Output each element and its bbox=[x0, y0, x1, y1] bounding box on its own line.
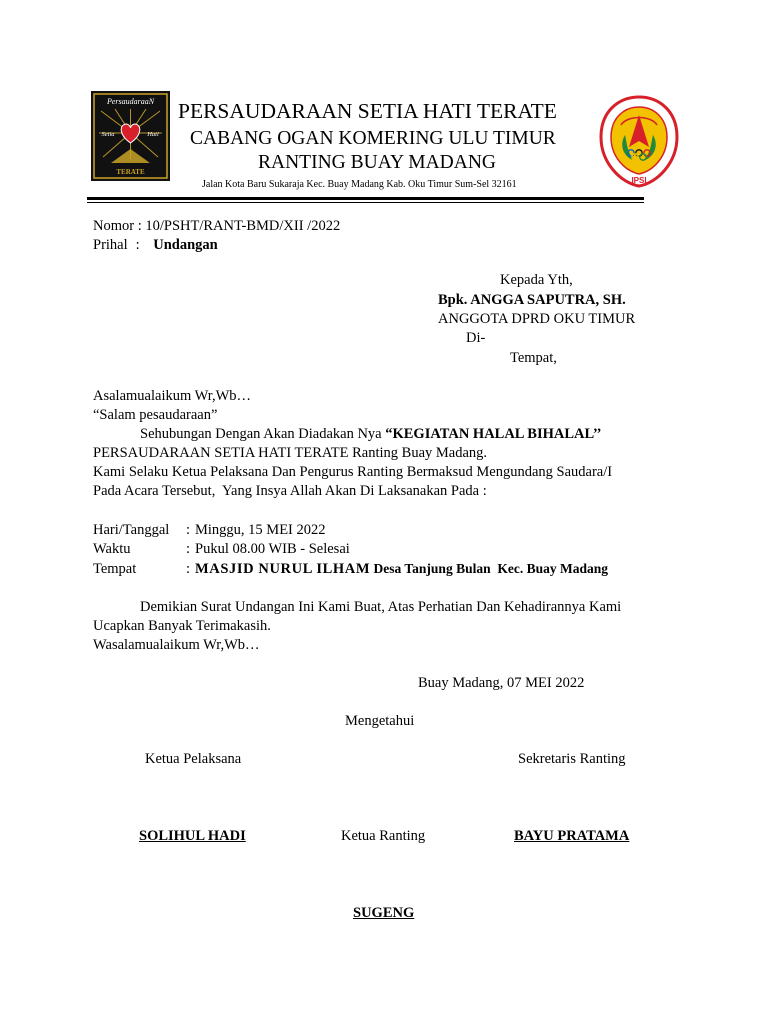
place-value-venue: MASJID NURUL ILHAM bbox=[195, 561, 371, 577]
closing-line-2: Ucapkan Banyak Terimakasih. bbox=[93, 618, 271, 634]
closing-salam: Wasalamualaikum Wr,Wb… bbox=[93, 637, 260, 653]
event-name: “KEGIATAN HALAL BIHALAL’’ bbox=[385, 426, 602, 442]
recipient-place: Tempat, bbox=[510, 350, 557, 366]
place-value bbox=[195, 560, 608, 578]
prihal-colon: : bbox=[135, 237, 140, 253]
closing-line-1: Demikian Surat Undangan Ini Kami Buat, Atas Perhatian Dan Kehadirannya Kami bbox=[140, 599, 622, 615]
paragraph-1-line-1-text: Sehubungan Dengan Akan Diadakan Nya bbox=[140, 426, 386, 442]
center-signer-title: Ketua Ranting bbox=[341, 828, 426, 844]
place-colon: : bbox=[186, 561, 191, 577]
left-logo-text-top: PersaudaraaN bbox=[106, 97, 155, 106]
address: Jalan Kota Baru Sukaraja Kec. Buay Madang Kab. Oku Timur Sum-Sel 32161 bbox=[202, 179, 517, 190]
prihal-value: Undangan bbox=[153, 237, 218, 253]
recipient-position: ANGGOTA DPRD OKU TIMUR bbox=[438, 311, 636, 327]
recipient-name: Bpk. ANGGA SAPUTRA, SH. bbox=[438, 292, 626, 308]
paragraph-1-line-2: PERSAUDARAAN SETIA HATI TERATE Ranting Buay Madang. bbox=[93, 445, 488, 461]
left-signer-title: Ketua Pelaksana bbox=[145, 751, 242, 767]
paragraph-1-line-3: Kami Selaku Ketua Pelaksana Dan Pengurus Ranting Bermaksud Mengundang Saudara/I bbox=[93, 464, 613, 480]
left-logo bbox=[91, 91, 170, 181]
nomor-line bbox=[93, 217, 340, 235]
letterhead-rule-thin bbox=[87, 202, 644, 203]
nomor-colon: : bbox=[137, 218, 142, 234]
letterhead-rule-thick bbox=[87, 197, 644, 200]
right-signer-title: Sekretaris Ranting bbox=[518, 751, 626, 767]
time-value: Pukul 08.00 WIB - Selesai bbox=[195, 541, 350, 557]
center-signer-name: SUGENG bbox=[353, 905, 415, 921]
unit-name: RANTING BUAY MADANG bbox=[258, 152, 496, 173]
date-colon: : bbox=[186, 522, 191, 538]
time-colon: : bbox=[186, 541, 191, 557]
salam-persaudaraan: “Salam pesaudaraan” bbox=[93, 407, 218, 423]
place-label: Tempat bbox=[93, 561, 137, 577]
nomor-label: Nomor bbox=[93, 218, 135, 234]
left-logo-text-right: Hati bbox=[147, 131, 159, 138]
branch-name: CABANG OGAN KOMERING ULU TIMUR bbox=[190, 128, 556, 149]
right-signer-name: BAYU PRATAMA bbox=[514, 828, 630, 844]
place-date: Buay Madang, 07 MEI 2022 bbox=[418, 675, 585, 691]
nomor-value: 10/PSHT/RANT-BMD/XII /2022 bbox=[145, 218, 341, 234]
date-label: Hari/Tanggal bbox=[93, 522, 170, 538]
mengetahui-label: Mengetahui bbox=[345, 713, 415, 729]
org-name: PERSAUDARAAN SETIA HATI TERATE bbox=[178, 99, 557, 123]
date-value: Minggu, 15 MEI 2022 bbox=[195, 522, 326, 538]
left-signer-name: SOLIHUL HADI bbox=[139, 828, 246, 844]
recipient-greeting: Kepada Yth, bbox=[500, 272, 573, 288]
prihal-line bbox=[93, 236, 218, 254]
prihal-label: Prihal bbox=[93, 237, 128, 253]
recipient-di: Di- bbox=[466, 330, 486, 346]
left-logo-text-left: Setia bbox=[101, 131, 115, 138]
right-logo bbox=[597, 95, 681, 188]
paragraph-1-line-1 bbox=[140, 425, 601, 443]
left-logo-text-bottom: TERATE bbox=[116, 168, 145, 176]
place-value-address: Desa Tanjung Bulan Kec. Buay Madang bbox=[370, 561, 608, 576]
right-logo-bottom-text: IPSI bbox=[631, 176, 647, 185]
time-label: Waktu bbox=[93, 541, 131, 557]
paragraph-1-line-4: Pada Acara Tersebut, Yang Insya Allah Akan Di Laksanakan Pada : bbox=[93, 483, 487, 499]
salam-opening: Asalamualaikum Wr,Wb… bbox=[93, 388, 252, 404]
